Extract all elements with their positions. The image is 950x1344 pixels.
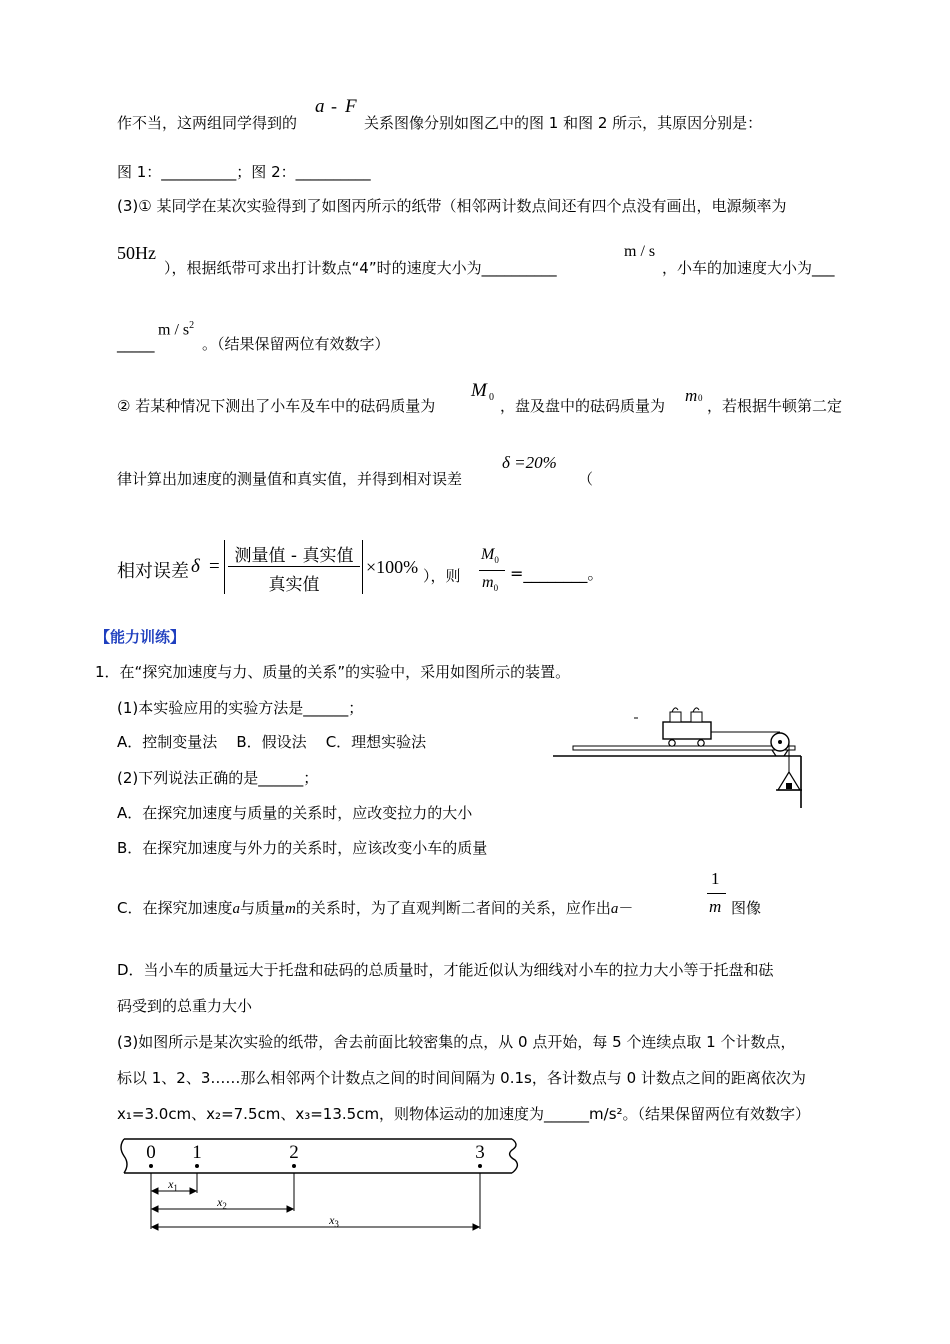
q3-line4-pre: ② 若某种情况下测出了小车及车中的砝码质量为	[117, 397, 436, 415]
p1-sub3-line3: x₁=3.0cm、x₂=7.5cm、x₃=13.5cm，则物体运动的加速度为______m/s²。（结果保留两位有效数字）	[117, 1105, 811, 1123]
tape-dimensions	[151, 1173, 480, 1230]
tray-weight	[786, 783, 792, 789]
p1-option-A: A．在探究加速度与质量的关系时，应改变拉力的大小	[117, 804, 473, 822]
formula-percent: ×100%	[366, 557, 419, 577]
af-a: a	[315, 96, 325, 117]
q2-line1-pre: 作不当，这两组同学得到的	[117, 114, 298, 132]
unit-velocity: m / s	[624, 243, 656, 260]
tape-label-2: 2	[289, 1142, 299, 1163]
mass-M-sub: 0	[489, 392, 494, 403]
formula-label: 相对误差	[117, 561, 189, 582]
formula-numerator: 测量值 - 真实值	[234, 546, 354, 566]
abs-bar-right	[362, 540, 363, 594]
apparatus-figure	[548, 700, 893, 815]
p1-option-B: B．在探究加速度与外力的关系时，应该改变小车的质量	[117, 839, 488, 857]
dim-x3: $x_3$	[329, 1213, 339, 1229]
formula-delta: δ	[191, 556, 200, 577]
tape-points	[146, 1142, 485, 1168]
q3-line3-post: 。（结果保留两位有效数字）	[202, 335, 390, 353]
ratio-M: $M_0$	[481, 546, 499, 566]
q2-line1-post: 关系图像分别如图乙中的图 1 和图 2 所示，其原因分别是：	[364, 114, 763, 132]
q3-line2-mid: ），根据纸带可求出打计数点“4”时的速度大小为__________	[164, 259, 557, 277]
p1-sub2: (2)下列说法正确的是______；	[117, 769, 319, 787]
section-title: 【能力训练】	[95, 628, 186, 646]
p1-sub3-line2: 标以 1、2、3……那么相邻两个计数点之间的时间间隔为 0.1s，各计数点与 0 计数点之间的距离依次为	[117, 1069, 806, 1087]
q3-line3-pre: _____	[117, 335, 155, 353]
tape-label-1: 1	[192, 1142, 202, 1163]
dim-x1: $x_1$	[168, 1177, 178, 1193]
p1-sub1-options: A．控制变量法 B．假设法 C．理想实验法	[117, 733, 427, 751]
mass-m: m	[685, 386, 698, 405]
tape-right-tear	[510, 1139, 518, 1173]
q3-line5-pre: 律计算出加速度的测量值和真实值，并得到相对误差	[117, 470, 463, 488]
tape-label-0: 0	[146, 1142, 156, 1163]
p1-option-D-line1: D．当小车的质量远大于托盘和砝码的总质量时，才能近似认为细线对小车的拉力大小等于托盘和砝	[117, 961, 774, 979]
unit-acc: m / $s^2$	[158, 320, 195, 339]
dim-x2: $x_2$	[217, 1195, 227, 1211]
q3-line2-post: ，小车的加速度大小为___	[662, 259, 835, 277]
cart-weight-2	[691, 712, 702, 722]
formula-eq: =	[209, 556, 220, 577]
q2-line2: 图 1：__________；图 2：__________	[117, 163, 371, 181]
tape-point-3	[478, 1164, 482, 1168]
q3-line4-mid: ，盘及盘中的砝码质量为	[500, 397, 666, 415]
ratio-bar	[479, 570, 505, 571]
delta-expr: δ =20%	[502, 453, 557, 472]
mass-m-sub: 0	[698, 393, 703, 403]
af-F: F	[345, 96, 357, 117]
mass-M: M	[471, 380, 487, 401]
tape-point-1	[195, 1164, 199, 1168]
p1-option-C-post: 图像	[731, 899, 762, 917]
p1-sub3-line1: (3)如图所示是某次实验的纸带，舍去前面比较密集的点，从 0 点开始，每 5 个连续点取 1 个计数点，	[117, 1033, 796, 1051]
paper-tape-figure	[112, 1136, 528, 1236]
p1-option-D-line2: 码受到的总重力大小	[117, 997, 253, 1015]
tape-point-0	[149, 1164, 153, 1168]
formula-denominator: 真实值	[268, 575, 320, 595]
track-board	[573, 746, 795, 750]
formula-fraction-bar	[228, 566, 360, 567]
p1-option-C: C．在探究加速度a与质量m的关系时，为了直观判断二者间的关系，应作出a－	[117, 899, 634, 917]
tape-left-tear	[121, 1139, 127, 1173]
cart-weight-1	[670, 712, 681, 722]
freq-value: 50Hz	[117, 243, 156, 263]
cart-body	[663, 722, 711, 739]
fraction-m: m	[709, 897, 722, 916]
p1-stem: 1．在“探究加速度与力、质量的关系”的实验中，采用如图所示的装置。	[95, 663, 571, 681]
q3-line1: (3)① 某同学在某次实验得到了如图丙所示的纸带（相邻两计数点间还有四个点没有画出，电源频率为	[117, 197, 787, 215]
af-dash: -	[331, 96, 337, 116]
fraction-one-bar	[707, 893, 726, 894]
tape-label-3: 3	[475, 1142, 485, 1163]
tape-point-2	[292, 1164, 296, 1168]
q3-line5-post: （	[578, 470, 594, 488]
cart-wheel-right	[698, 740, 704, 746]
p1-sub1: (1)本实验应用的实验方法是______；	[117, 699, 364, 717]
cart-wheel-left	[669, 740, 675, 746]
fraction-one: 1	[711, 869, 720, 888]
q3-line4-post: ，若根据牛顿第二定	[707, 397, 843, 415]
ratio-answer: =________。	[510, 564, 604, 583]
abs-bar-left	[224, 540, 225, 594]
formula-then: ），则	[423, 567, 461, 585]
ratio-m: $m_0$	[482, 574, 499, 594]
